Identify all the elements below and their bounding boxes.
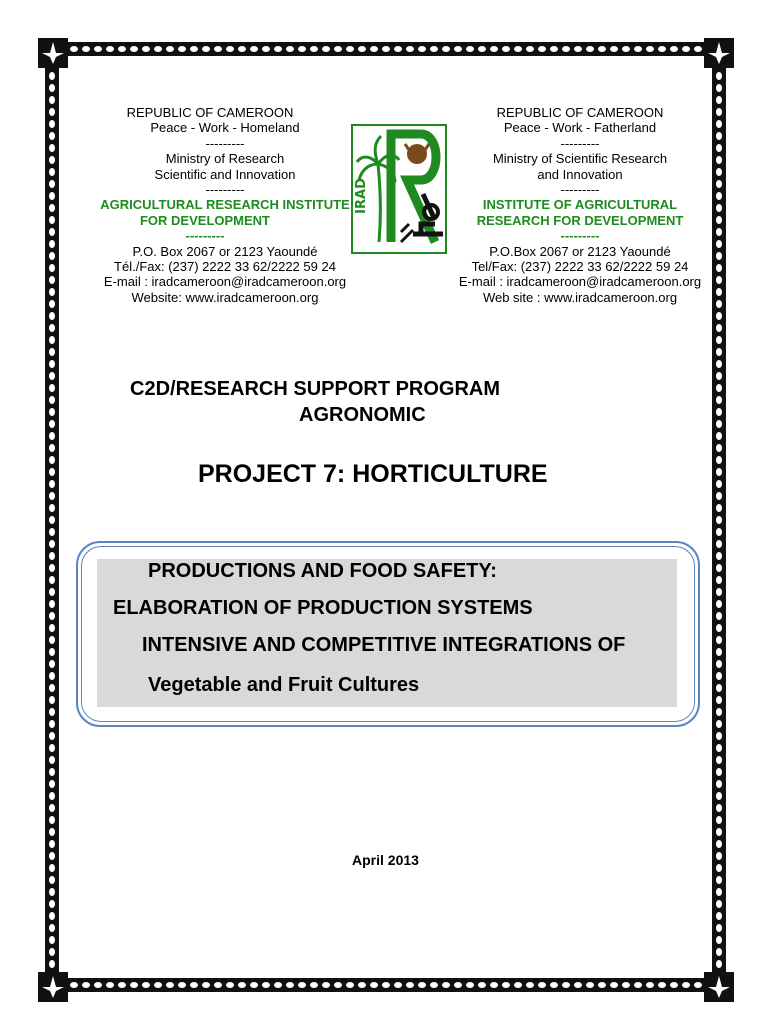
institute-line-2: RESEARCH FOR DEVELOPMENT	[476, 212, 684, 228]
country-name: REPUBLIC OF CAMEROON	[126, 105, 294, 120]
box-line-1: PRODUCTIONS AND FOOD SAFETY:	[148, 560, 497, 582]
institute-line-1: INSTITUTE OF AGRICULTURAL	[482, 197, 678, 213]
corner-ornament-icon	[38, 38, 68, 68]
website: Web site : www.iradcameroon.org	[482, 289, 678, 305]
header-left	[75, 105, 375, 305]
corner-ornament-icon	[38, 972, 68, 1002]
header-right	[430, 105, 730, 305]
separator: ---------	[560, 182, 600, 198]
box-line-3: INTENSIVE AND COMPETITIVE INTEGRATIONS OF	[142, 634, 626, 656]
po-box: P.O. Box 2067 or 2123 Yaoundé	[132, 243, 318, 259]
ministry-line-1: Ministry of Research	[165, 151, 285, 167]
corner-ornament-icon	[704, 972, 734, 1002]
email: E-mail : iradcameroon@iradcameroon.org	[103, 274, 347, 290]
ministry-line-2: Scientific and Innovation	[154, 166, 296, 182]
ministry-line-2: and Innovation	[537, 166, 623, 182]
document-date: April 2013	[352, 852, 419, 868]
national-motto: Peace - Work - Homeland	[150, 120, 300, 136]
country-name: REPUBLIC OF CAMEROON	[496, 105, 664, 120]
institute-line-2: FOR DEVELOPMENT	[139, 212, 270, 228]
separator: ---------	[205, 182, 245, 198]
tel-fax: Tél./Fax: (237) 2222 33 62/2222 59 24	[114, 259, 336, 275]
separator: ---------	[560, 228, 600, 244]
tel-fax: Tel/Fax: (237) 2222 33 62/2222 59 24	[471, 259, 689, 275]
separator: ---------	[205, 135, 245, 151]
project-title: PROJECT 7: HORTICULTURE	[198, 460, 548, 488]
po-box: P.O.Box 2067 or 2123 Yaoundé	[489, 243, 671, 259]
box-line-4: Vegetable and Fruit Cultures	[148, 674, 420, 696]
institute-line-1: AGRICULTURAL RESEARCH INSTITUTE	[100, 197, 350, 213]
national-motto: Peace - Work - Fatherland	[503, 120, 657, 136]
email: E-mail : iradcameroon@iradcameroon.org	[458, 274, 702, 290]
separator: ---------	[560, 135, 600, 151]
box-line-2: ELABORATION OF PRODUCTION SYSTEMS	[113, 597, 533, 619]
corner-ornament-icon	[704, 38, 734, 68]
website: Website: www.iradcameroon.org	[131, 289, 319, 305]
logo-letters: IRAD	[354, 178, 369, 214]
separator: ---------	[185, 228, 225, 244]
program-title-line-1: C2D/RESEARCH SUPPORT PROGRAM	[130, 378, 501, 400]
ministry-line-1: Ministry of Scientific Research	[492, 151, 668, 167]
program-title-line-2: AGRONOMIC	[299, 404, 426, 426]
